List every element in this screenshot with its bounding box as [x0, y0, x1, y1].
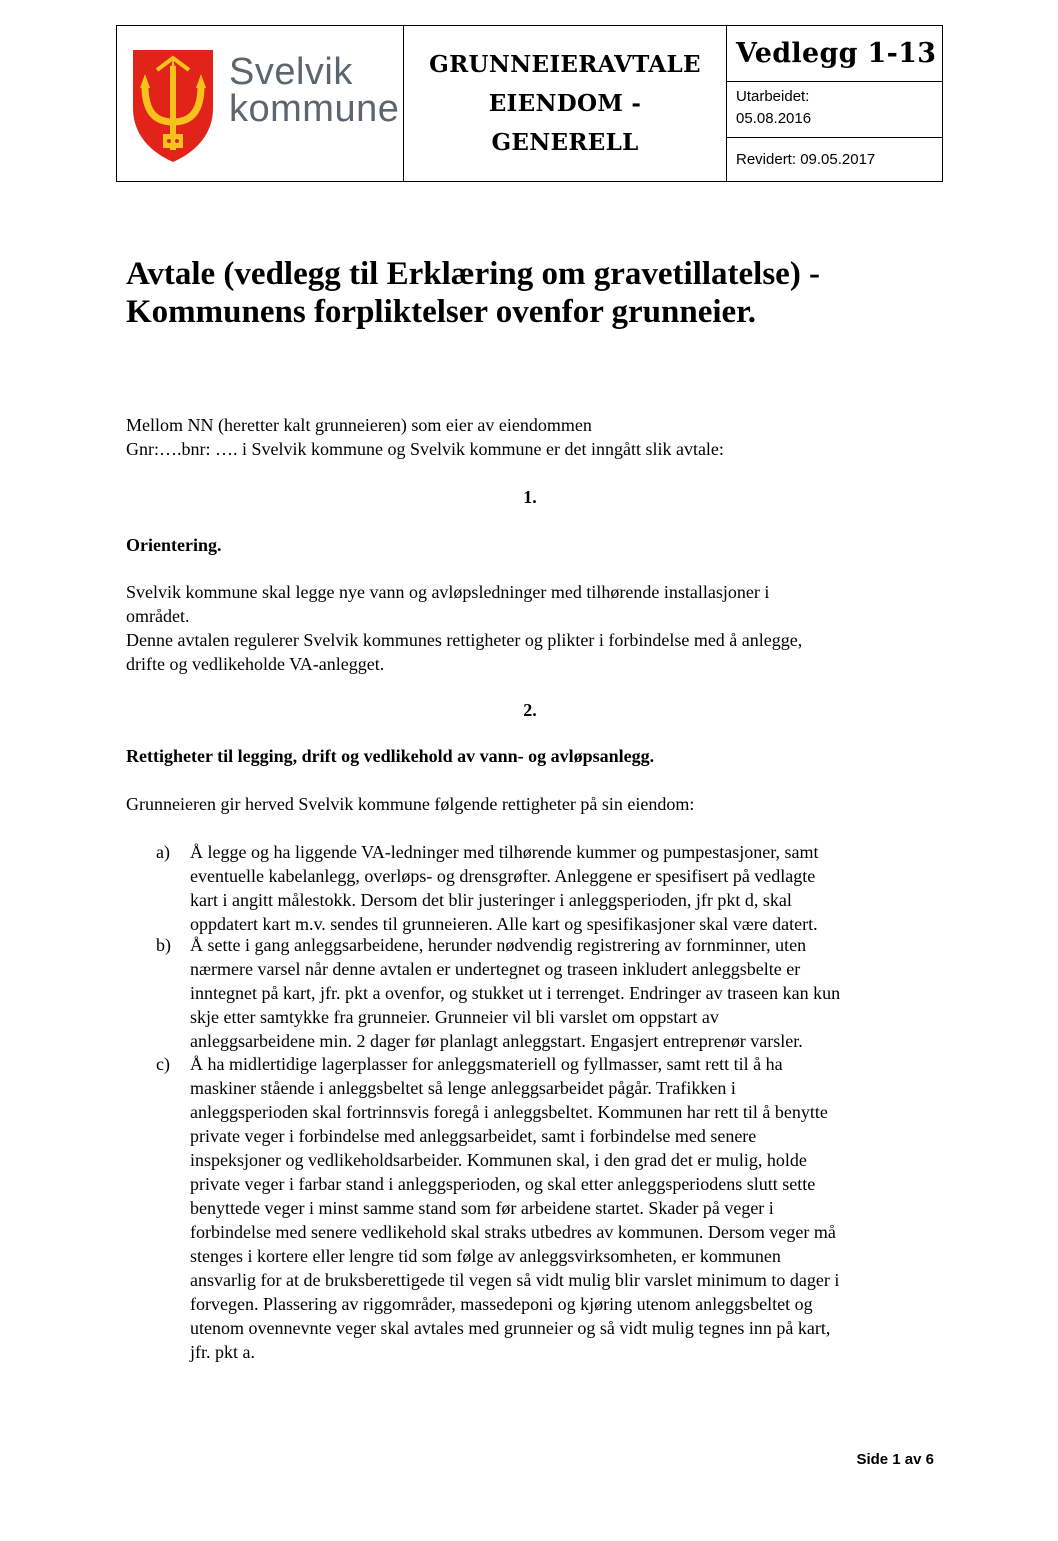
intro-line: Gnr:….bnr: …. i Svelvik kommune og Svelvik kommune er det inngått slik avtale:	[126, 439, 724, 459]
list-line: Å sette i gang anleggsarbeidene, herunder nødvendig registrering av fornminner, uten	[190, 935, 807, 955]
list-line: oppdatert kart m.v. sendes til grunneieren. Alle kart og spesifikasjoner skal være datert.	[190, 914, 818, 934]
list-line: anleggsperioden skal fortrinnsvis foregå i anleggsbeltet. Kommunen har rett til å benytte	[190, 1102, 828, 1122]
paragraph-line: Denne avtalen regulerer Svelvik kommunes rettigheter og plikter i forbindelse med å anlegge,	[126, 630, 803, 650]
page-title	[126, 255, 926, 331]
section-2-number: 2.	[523, 700, 537, 720]
paragraph-line: drifte og vedlikeholde VA-anlegget.	[126, 654, 385, 674]
utarbeidet-row	[727, 82, 942, 138]
intro-line: Mellom NN (heretter kalt grunneieren) som eier av eiendommen	[126, 415, 592, 435]
svelvik-coat-of-arms-icon	[129, 46, 217, 164]
list-line: stenges i kortere eller lengre tid som følge av anleggsvirksomheten, er kommunen	[190, 1246, 781, 1266]
document-header-table	[116, 25, 943, 182]
utarbeidet-label: Utarbeidet:	[736, 88, 810, 105]
list-line: benyttede veger i minst samme stand som før arbeidene startet. Skader på veger i	[190, 1198, 774, 1218]
list-item-a	[126, 840, 936, 936]
vedlegg-number: Vedlegg 1-13	[736, 38, 937, 69]
list-line: Å ha midlertidige lagerplasser for anleggsmateriell og fyllmasser, samt rett til å ha	[190, 1054, 783, 1074]
meta-cell	[727, 26, 942, 181]
list-item-b	[126, 933, 936, 1053]
list-line: private veger i forbindelse med anleggsarbeidet, samt i forbindelse med senere	[190, 1126, 757, 1146]
list-line: inspeksjoner og vedlikeholdsarbeider. Kommunen skal, i den grad det er mulig, holde	[190, 1150, 807, 1170]
revidert-date: Revidert: 09.05.2017	[736, 150, 876, 168]
page-title-line: Avtale (vedlegg til Erklæring om gravetillatelse) -	[126, 256, 821, 292]
list-line: maskiner stående i anleggsbeltet så lenge anleggsarbeidet pågår. Trafikken i	[190, 1078, 736, 1098]
section-1-number: 1.	[523, 487, 537, 507]
document-type-line: EIENDOM -	[488, 90, 642, 117]
list-line: anleggsarbeidene min. 2 dager før planlagt anleggstart. Engasjert entreprenør varsler.	[190, 1031, 803, 1051]
list-line: skje etter samtykke fra grunneier. Grunneier vil bli varslet om oppstart av	[190, 1007, 719, 1027]
page-number: Side 1 av 6	[856, 1451, 934, 1468]
section-1-paragraph	[126, 580, 926, 676]
list-line: forbindelse med senere vedlikehold skal straks utbedres av kommunen. Dersom veger må	[190, 1222, 836, 1242]
list-text	[190, 933, 936, 1053]
list-line: jfr. pkt a.	[190, 1342, 255, 1362]
list-label: b)	[156, 935, 171, 955]
utarbeidet-date: 05.08.2016	[736, 110, 812, 127]
document-type-line: GENERELL	[491, 129, 639, 156]
page-title-line: Kommunens forpliktelser ovenfor grunneier.	[126, 294, 757, 330]
logo-text-kommune: kommune	[229, 88, 400, 130]
vedlegg-row	[727, 26, 942, 82]
list-line: ansvarlig for at de bruksberettigede til vegen så vidt mulig blir varslet minimum to dager i	[190, 1270, 840, 1290]
list-line: kart i angitt målestokk. Dersom det blir justeringer i anleggsperioden, jfr pkt d, skal	[190, 890, 792, 910]
list-label: a)	[156, 842, 170, 862]
list-line: Å legge og ha liggende VA-ledninger med tilhørende kummer og pumpestasjoner, samt	[190, 842, 819, 862]
list-text	[190, 1052, 936, 1364]
section-2-intro: Grunneieren gir herved Svelvik kommune følgende rettigheter på sin eiendom:	[126, 794, 695, 814]
document-type-title	[429, 45, 701, 162]
list-item-c	[126, 1052, 936, 1364]
logo-cell	[117, 26, 404, 181]
document-type-line: GRUNNEIERAVTALE	[429, 51, 701, 78]
list-line: nærmere varsel når denne avtalen er undertegnet og traseen inkludert anleggsbelte er	[190, 959, 801, 979]
list-line: private veger i farbar stand i anleggsperioden, og skal etter anleggsperiodens slutt sette	[190, 1174, 816, 1194]
list-line: inntegnet på kart, jfr. pkt a ovenfor, og stukket ut i terrenget. Endringer av traseen kan kun	[190, 983, 841, 1003]
list-line: forvegen. Plassering av riggområder, massedeponi og kjøring utenom anleggsbeltet og	[190, 1294, 813, 1314]
document-type-cell	[404, 26, 727, 181]
paragraph-line: Svelvik kommune skal legge nye vann og avløpsledninger med tilhørende installasjoner i	[126, 582, 770, 602]
logo-text-svelvik: Svelvik	[229, 51, 353, 93]
list-line: utenom ovennevnte veger skal avtales med grunneier og så vidt mulig tegnes inn på kart,	[190, 1318, 831, 1338]
list-label: c)	[156, 1054, 170, 1074]
list-text	[190, 840, 936, 936]
paragraph-line: området.	[126, 606, 190, 626]
section-1-title: Orientering.	[126, 535, 222, 555]
intro-paragraph	[126, 413, 926, 461]
section-2-title: Rettigheter til legging, drift og vedlikehold av vann- og avløpsanlegg.	[126, 746, 655, 766]
revidert-row	[727, 138, 942, 181]
list-line: eventuelle kabelanlegg, overløps- og drensgrøfter. Anleggene er spesifisert på vedlagte	[190, 866, 816, 886]
